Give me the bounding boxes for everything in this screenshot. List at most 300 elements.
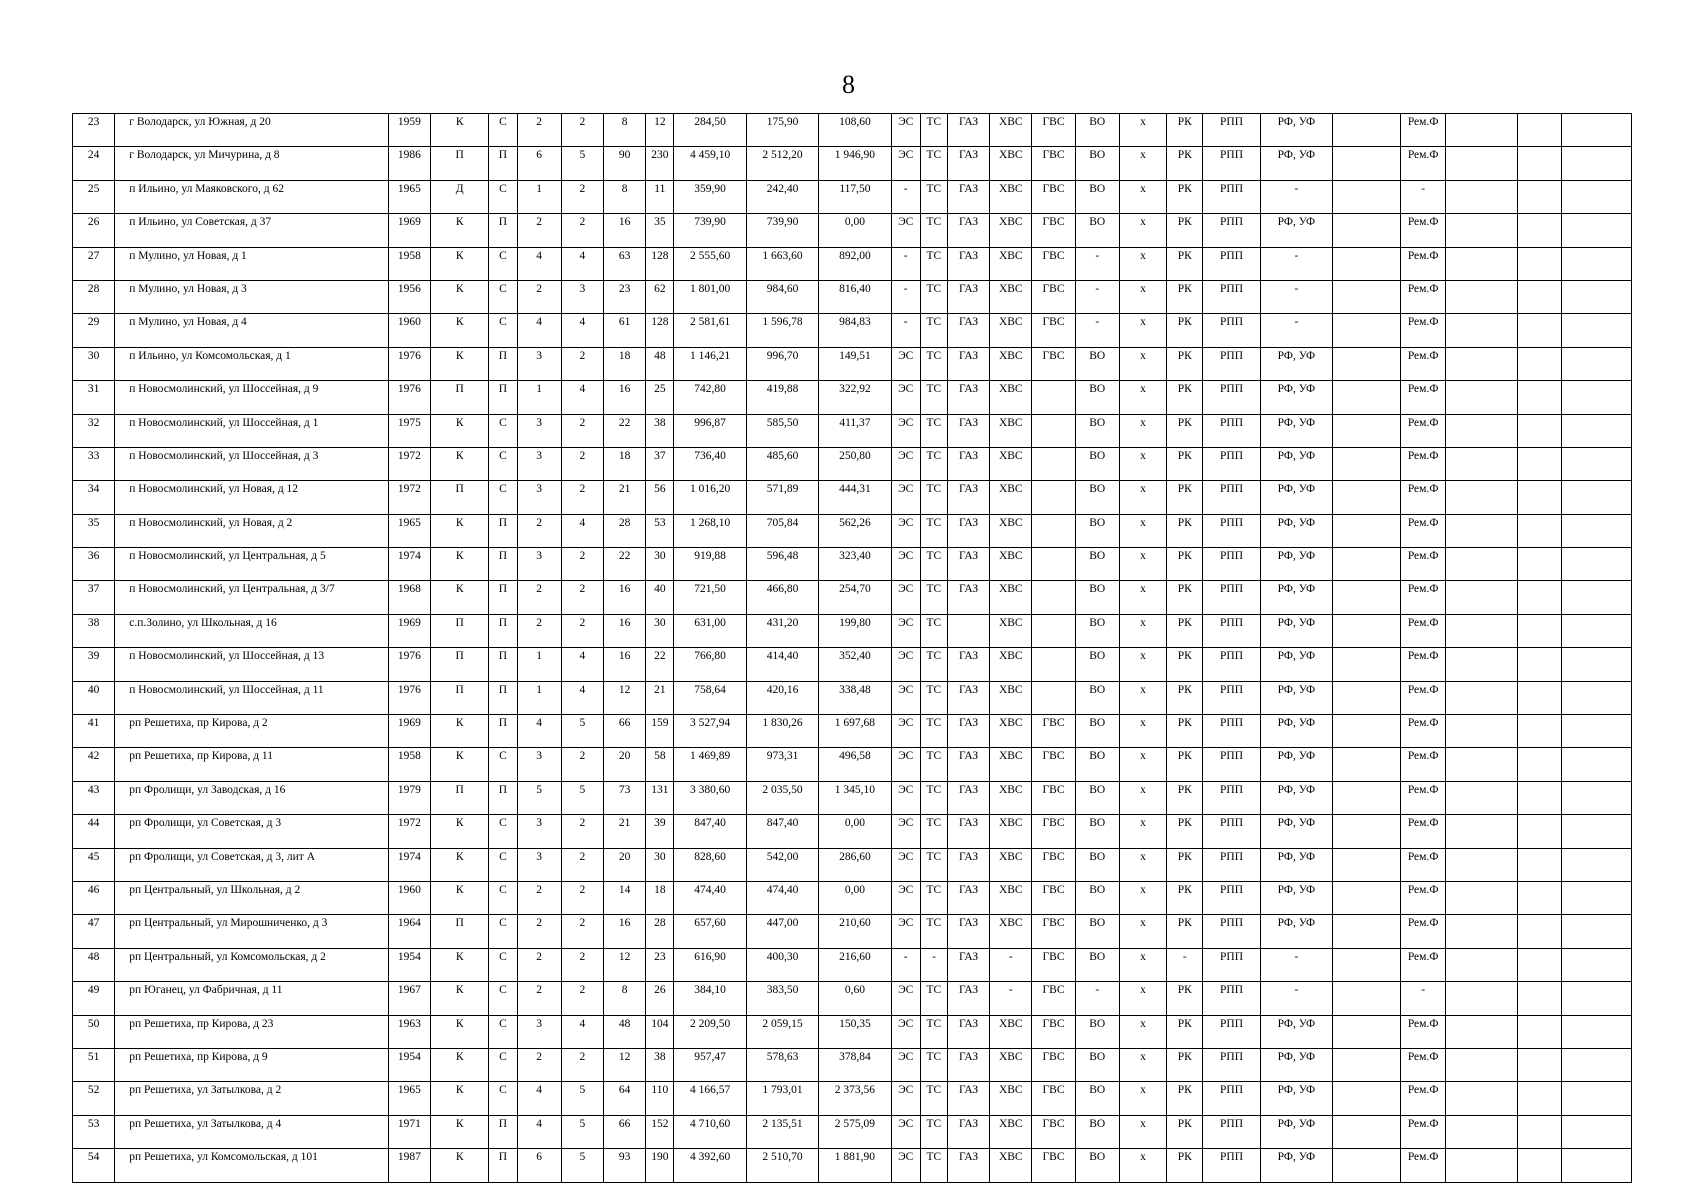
- table-cell: [1032, 481, 1075, 514]
- table-cell: Рем.Ф: [1401, 848, 1445, 881]
- table-cell: ХВС: [990, 1115, 1032, 1148]
- table-cell: [1562, 581, 1632, 614]
- table-cell: К: [431, 214, 489, 247]
- table-cell: ГАЗ: [947, 180, 989, 213]
- table-cell: ВО: [1075, 381, 1119, 414]
- table-cell: [1518, 815, 1562, 848]
- table-cell: 3: [517, 848, 561, 881]
- table-cell: 1: [517, 180, 561, 213]
- page-number: 8: [842, 70, 855, 99]
- table-cell: РК: [1167, 381, 1203, 414]
- table-cell: РПП: [1203, 1048, 1260, 1081]
- table-cell: 250,80: [819, 447, 891, 480]
- table-cell: [1032, 514, 1075, 547]
- table-cell: 1960: [388, 314, 430, 347]
- table-cell: Рем.Ф: [1401, 147, 1445, 180]
- table-cell: 2: [517, 581, 561, 614]
- table-cell: 2 555,60: [674, 247, 746, 280]
- table-cell: [947, 614, 989, 647]
- table-cell: 736,40: [674, 447, 746, 480]
- table-cell: [1445, 815, 1517, 848]
- table-cell: ГАЗ: [947, 1082, 989, 1115]
- table-cell: 64: [604, 1082, 646, 1115]
- table-cell: ХВС: [990, 180, 1032, 213]
- table-cell: ТС: [920, 447, 947, 480]
- table-cell: РК: [1167, 548, 1203, 581]
- table-cell: [1333, 581, 1401, 614]
- table-cell: ГВС: [1032, 1048, 1075, 1081]
- table-cell: РПП: [1203, 548, 1260, 581]
- table-cell: 2: [561, 548, 603, 581]
- row-number-cell: 42: [73, 748, 115, 781]
- table-cell: ТС: [920, 514, 947, 547]
- table-cell: ЭС: [891, 381, 920, 414]
- table-cell: П: [431, 781, 489, 814]
- table-cell: РК: [1167, 614, 1203, 647]
- table-cell: РФ, УФ: [1260, 447, 1332, 480]
- table-cell: К: [431, 114, 489, 147]
- table-cell: ЭС: [891, 481, 920, 514]
- table-cell: [1445, 614, 1517, 647]
- row-number-cell: 31: [73, 381, 115, 414]
- table-cell: П: [489, 514, 517, 547]
- row-number-cell: 34: [73, 481, 115, 514]
- table-cell: х: [1119, 481, 1166, 514]
- table-cell: 48: [604, 1015, 646, 1048]
- table-cell: 18: [604, 347, 646, 380]
- row-number-cell: 36: [73, 548, 115, 581]
- table-cell: 12: [646, 114, 674, 147]
- table-cell: х: [1119, 915, 1166, 948]
- table-row: [73, 1149, 1632, 1182]
- table-cell: К: [431, 280, 489, 313]
- table-cell: 2: [561, 815, 603, 848]
- table-cell: ЭС: [891, 815, 920, 848]
- table-row: [73, 1082, 1632, 1115]
- table-cell: [1562, 1115, 1632, 1148]
- table-cell: ХВС: [990, 748, 1032, 781]
- table-row: [73, 1015, 1632, 1048]
- table-cell: 254,70: [819, 581, 891, 614]
- table-cell: РК: [1167, 514, 1203, 547]
- table-cell: 1979: [388, 781, 430, 814]
- table-cell: -: [1260, 982, 1332, 1015]
- table-cell: ХВС: [990, 1048, 1032, 1081]
- table-cell: 739,90: [746, 214, 818, 247]
- table-cell: РК: [1167, 280, 1203, 313]
- table-cell: х: [1119, 881, 1166, 914]
- table-cell: 1959: [388, 114, 430, 147]
- table-cell: 2: [561, 948, 603, 981]
- row-number-cell: 46: [73, 881, 115, 914]
- table-cell: [1445, 314, 1517, 347]
- table-cell: Рем.Ф: [1401, 781, 1445, 814]
- table-cell: [1445, 447, 1517, 480]
- table-cell: 5: [561, 715, 603, 748]
- table-cell: [1333, 114, 1401, 147]
- table-cell: 18: [646, 881, 674, 914]
- table-cell: РФ, УФ: [1260, 781, 1332, 814]
- table-cell: С: [489, 481, 517, 514]
- table-cell: 657,60: [674, 915, 746, 948]
- table-cell: [1518, 581, 1562, 614]
- table-cell: ВО: [1075, 548, 1119, 581]
- table-cell: С: [489, 280, 517, 313]
- address-cell: п Новосмолинский, ул Шоссейная, д 1: [115, 414, 389, 447]
- table-cell: РФ, УФ: [1260, 648, 1332, 681]
- table-cell: ГАЗ: [947, 247, 989, 280]
- table-cell: [1562, 648, 1632, 681]
- table-cell: 128: [646, 314, 674, 347]
- table-cell: х: [1119, 815, 1166, 848]
- table-cell: 190: [646, 1149, 674, 1182]
- table-cell: РПП: [1203, 614, 1260, 647]
- table-cell: РК: [1167, 848, 1203, 881]
- table-cell: ГВС: [1032, 715, 1075, 748]
- table-cell: [1445, 1015, 1517, 1048]
- table-cell: [1562, 881, 1632, 914]
- table-cell: [1518, 1115, 1562, 1148]
- table-cell: ЭС: [891, 781, 920, 814]
- table-cell: К: [431, 314, 489, 347]
- table-cell: ХВС: [990, 114, 1032, 147]
- address-cell: п Мулино, ул Новая, д 1: [115, 247, 389, 280]
- table-cell: С: [489, 114, 517, 147]
- table-cell: 4: [561, 681, 603, 714]
- address-cell: рп Центральный, ул Школьная, д 2: [115, 881, 389, 914]
- table-cell: К: [431, 347, 489, 380]
- table-cell: [1518, 147, 1562, 180]
- table-cell: [1562, 948, 1632, 981]
- table-cell: [1562, 781, 1632, 814]
- address-cell: п Ильино, ул Маяковского, д 62: [115, 180, 389, 213]
- table-cell: 3: [517, 548, 561, 581]
- table-cell: 104: [646, 1015, 674, 1048]
- table-cell: х: [1119, 581, 1166, 614]
- table-cell: ВО: [1075, 681, 1119, 714]
- table-cell: ВО: [1075, 915, 1119, 948]
- table-cell: [1333, 180, 1401, 213]
- table-cell: С: [489, 314, 517, 347]
- table-cell: [1445, 481, 1517, 514]
- table-cell: [1562, 614, 1632, 647]
- table-cell: х: [1119, 982, 1166, 1015]
- table-cell: -: [990, 948, 1032, 981]
- table-cell: -: [1401, 982, 1445, 1015]
- table-cell: Рем.Ф: [1401, 648, 1445, 681]
- table-cell: РПП: [1203, 214, 1260, 247]
- table-cell: ЭС: [891, 1115, 920, 1148]
- table-cell: 1969: [388, 614, 430, 647]
- table-cell: РПП: [1203, 848, 1260, 881]
- table-cell: [1333, 514, 1401, 547]
- table-cell: РФ, УФ: [1260, 381, 1332, 414]
- table-cell: К: [431, 1015, 489, 1048]
- table-cell: 631,00: [674, 614, 746, 647]
- table-cell: Рем.Ф: [1401, 414, 1445, 447]
- table-cell: Рем.Ф: [1401, 881, 1445, 914]
- table-cell: ВО: [1075, 1149, 1119, 1182]
- table-cell: РК: [1167, 1082, 1203, 1115]
- table-cell: [1518, 247, 1562, 280]
- table-cell: [1445, 1149, 1517, 1182]
- table-cell: ТС: [920, 1048, 947, 1081]
- table-cell: 1: [517, 648, 561, 681]
- table-cell: ТС: [920, 881, 947, 914]
- table-cell: 400,30: [746, 948, 818, 981]
- table-cell: ГАЗ: [947, 1015, 989, 1048]
- table-cell: РФ, УФ: [1260, 114, 1332, 147]
- table-cell: 3: [517, 815, 561, 848]
- table-cell: ТС: [920, 614, 947, 647]
- table-cell: РК: [1167, 715, 1203, 748]
- table-cell: ГАЗ: [947, 114, 989, 147]
- table-cell: П: [431, 648, 489, 681]
- table-cell: [1333, 1048, 1401, 1081]
- table-cell: -: [1075, 280, 1119, 313]
- table-row: [73, 781, 1632, 814]
- table-cell: 1: [517, 681, 561, 714]
- table-cell: [1333, 247, 1401, 280]
- housing-registry-table: [72, 113, 1632, 1183]
- table-cell: С: [489, 247, 517, 280]
- table-cell: 578,63: [746, 1048, 818, 1081]
- row-number-cell: 37: [73, 581, 115, 614]
- table-cell: 1958: [388, 247, 430, 280]
- table-cell: ГВС: [1032, 1115, 1075, 1148]
- table-row: [73, 147, 1632, 180]
- table-cell: -: [891, 314, 920, 347]
- row-number-cell: 33: [73, 447, 115, 480]
- table-cell: РФ, УФ: [1260, 214, 1332, 247]
- table-cell: [1518, 848, 1562, 881]
- table-row: [73, 848, 1632, 881]
- table-cell: 175,90: [746, 114, 818, 147]
- table-cell: х: [1119, 1115, 1166, 1148]
- table-row: [73, 1048, 1632, 1081]
- table-cell: 5: [561, 1149, 603, 1182]
- table-cell: РПП: [1203, 948, 1260, 981]
- row-number-cell: 51: [73, 1048, 115, 1081]
- table-cell: 73: [604, 781, 646, 814]
- table-cell: РФ, УФ: [1260, 915, 1332, 948]
- table-cell: ГВС: [1032, 881, 1075, 914]
- table-cell: 22: [646, 648, 674, 681]
- table-cell: 2: [561, 881, 603, 914]
- address-cell: г Володарск, ул Южная, д 20: [115, 114, 389, 147]
- table-cell: 2: [561, 481, 603, 514]
- table-cell: С: [489, 1015, 517, 1048]
- table-cell: РПП: [1203, 447, 1260, 480]
- table-cell: ГВС: [1032, 147, 1075, 180]
- table-cell: 984,83: [819, 314, 891, 347]
- table-cell: Рем.Ф: [1401, 915, 1445, 948]
- table-row: [73, 715, 1632, 748]
- table-cell: РФ, УФ: [1260, 881, 1332, 914]
- table-cell: [1562, 381, 1632, 414]
- table-cell: [1445, 147, 1517, 180]
- table-cell: [1445, 114, 1517, 147]
- table-cell: ТС: [920, 581, 947, 614]
- table-cell: ГАЗ: [947, 548, 989, 581]
- table-cell: ВО: [1075, 848, 1119, 881]
- table-cell: ГВС: [1032, 347, 1075, 380]
- table-cell: РПП: [1203, 1149, 1260, 1182]
- table-cell: РПП: [1203, 114, 1260, 147]
- table-cell: 571,89: [746, 481, 818, 514]
- table-cell: [1518, 347, 1562, 380]
- table-cell: С: [489, 748, 517, 781]
- table-cell: [1333, 982, 1401, 1015]
- table-cell: -: [1167, 948, 1203, 981]
- table-cell: 2: [561, 581, 603, 614]
- table-cell: 2: [561, 915, 603, 948]
- table-cell: ТС: [920, 114, 947, 147]
- table-cell: П: [489, 715, 517, 748]
- table-cell: 12: [604, 1048, 646, 1081]
- table-cell: 585,50: [746, 414, 818, 447]
- table-cell: 25: [646, 381, 674, 414]
- table-cell: РК: [1167, 180, 1203, 213]
- table-cell: ВО: [1075, 1048, 1119, 1081]
- table-cell: ТС: [920, 548, 947, 581]
- table-cell: [1518, 881, 1562, 914]
- table-cell: ХВС: [990, 715, 1032, 748]
- table-cell: [1445, 848, 1517, 881]
- table-cell: [1518, 681, 1562, 714]
- address-cell: рп Решетиха, ул Затылкова, д 4: [115, 1115, 389, 1148]
- table-row: [73, 381, 1632, 414]
- table-row: [73, 347, 1632, 380]
- table-cell: ВО: [1075, 815, 1119, 848]
- table-cell: 1969: [388, 214, 430, 247]
- table-cell: Рем.Ф: [1401, 948, 1445, 981]
- table-cell: Рем.Ф: [1401, 715, 1445, 748]
- table-cell: 1974: [388, 848, 430, 881]
- table-cell: С: [489, 982, 517, 1015]
- table-cell: РПП: [1203, 1015, 1260, 1048]
- table-cell: РПП: [1203, 681, 1260, 714]
- table-cell: 2 209,50: [674, 1015, 746, 1048]
- table-cell: РФ, УФ: [1260, 548, 1332, 581]
- table-cell: ХВС: [990, 414, 1032, 447]
- table-cell: ТС: [920, 214, 947, 247]
- table-cell: 152: [646, 1115, 674, 1148]
- table-cell: 984,60: [746, 280, 818, 313]
- table-cell: 384,10: [674, 982, 746, 1015]
- table-cell: 1963: [388, 1015, 430, 1048]
- table-cell: К: [431, 514, 489, 547]
- table-cell: ЭС: [891, 147, 920, 180]
- table-cell: х: [1119, 648, 1166, 681]
- table-cell: [1518, 1082, 1562, 1115]
- table-cell: ТС: [920, 347, 947, 380]
- table-cell: Рем.Ф: [1401, 381, 1445, 414]
- table-cell: РК: [1167, 681, 1203, 714]
- table-cell: [1445, 514, 1517, 547]
- table-cell: ВО: [1075, 648, 1119, 681]
- table-cell: 359,90: [674, 180, 746, 213]
- table-cell: 16: [604, 614, 646, 647]
- table-cell: [1333, 715, 1401, 748]
- row-number-cell: 27: [73, 247, 115, 280]
- table-cell: П: [489, 147, 517, 180]
- table-cell: ГВС: [1032, 748, 1075, 781]
- table-cell: РФ, УФ: [1260, 715, 1332, 748]
- table-cell: х: [1119, 214, 1166, 247]
- table-cell: ВО: [1075, 614, 1119, 647]
- table-cell: Рем.Ф: [1401, 1115, 1445, 1148]
- table-cell: ХВС: [990, 514, 1032, 547]
- table-cell: [1032, 581, 1075, 614]
- table-cell: 0,00: [819, 881, 891, 914]
- table-cell: 199,80: [819, 614, 891, 647]
- table-cell: 8: [604, 114, 646, 147]
- table-cell: [1562, 815, 1632, 848]
- table-cell: С: [489, 948, 517, 981]
- table-cell: РФ, УФ: [1260, 147, 1332, 180]
- table-cell: ТС: [920, 648, 947, 681]
- table-cell: ЭС: [891, 548, 920, 581]
- table-cell: РК: [1167, 1115, 1203, 1148]
- table-cell: РПП: [1203, 1115, 1260, 1148]
- table-cell: 2: [517, 614, 561, 647]
- table-row: [73, 815, 1632, 848]
- table-cell: ГАЗ: [947, 214, 989, 247]
- table-cell: ЭС: [891, 447, 920, 480]
- table-cell: 14: [604, 881, 646, 914]
- row-number-cell: 49: [73, 982, 115, 1015]
- table-cell: ЭС: [891, 848, 920, 881]
- table-cell: [1445, 915, 1517, 948]
- address-cell: рп Решетиха, пр Кирова, д 23: [115, 1015, 389, 1048]
- table-cell: [1032, 447, 1075, 480]
- row-number-cell: 30: [73, 347, 115, 380]
- table-cell: РК: [1167, 1015, 1203, 1048]
- table-cell: ХВС: [990, 781, 1032, 814]
- table-cell: П: [489, 1149, 517, 1182]
- table-cell: [1518, 1149, 1562, 1182]
- table-cell: [1518, 447, 1562, 480]
- table-cell: 447,00: [746, 915, 818, 948]
- table-cell: [1032, 414, 1075, 447]
- table-cell: 58: [646, 748, 674, 781]
- table-cell: 63: [604, 247, 646, 280]
- table-cell: 1974: [388, 548, 430, 581]
- table-cell: К: [431, 414, 489, 447]
- table-cell: [1518, 381, 1562, 414]
- table-cell: ЭС: [891, 1082, 920, 1115]
- address-cell: рп Решетиха, ул Комсомольская, д 101: [115, 1149, 389, 1182]
- table-cell: РФ, УФ: [1260, 1115, 1332, 1148]
- table-row: [73, 247, 1632, 280]
- table-cell: -: [1260, 948, 1332, 981]
- table-cell: 6: [517, 1149, 561, 1182]
- table-cell: 22: [604, 414, 646, 447]
- table-cell: -: [920, 948, 947, 981]
- table-cell: Рем.Ф: [1401, 581, 1445, 614]
- table-cell: П: [489, 681, 517, 714]
- table-cell: К: [431, 581, 489, 614]
- table-cell: РФ, УФ: [1260, 614, 1332, 647]
- address-cell: п Новосмолинский, ул Шоссейная, д 13: [115, 648, 389, 681]
- table-cell: х: [1119, 948, 1166, 981]
- table-cell: 2: [517, 881, 561, 914]
- table-cell: Рем.Ф: [1401, 548, 1445, 581]
- table-cell: ЭС: [891, 114, 920, 147]
- table-cell: [1445, 781, 1517, 814]
- table-cell: [1333, 1082, 1401, 1115]
